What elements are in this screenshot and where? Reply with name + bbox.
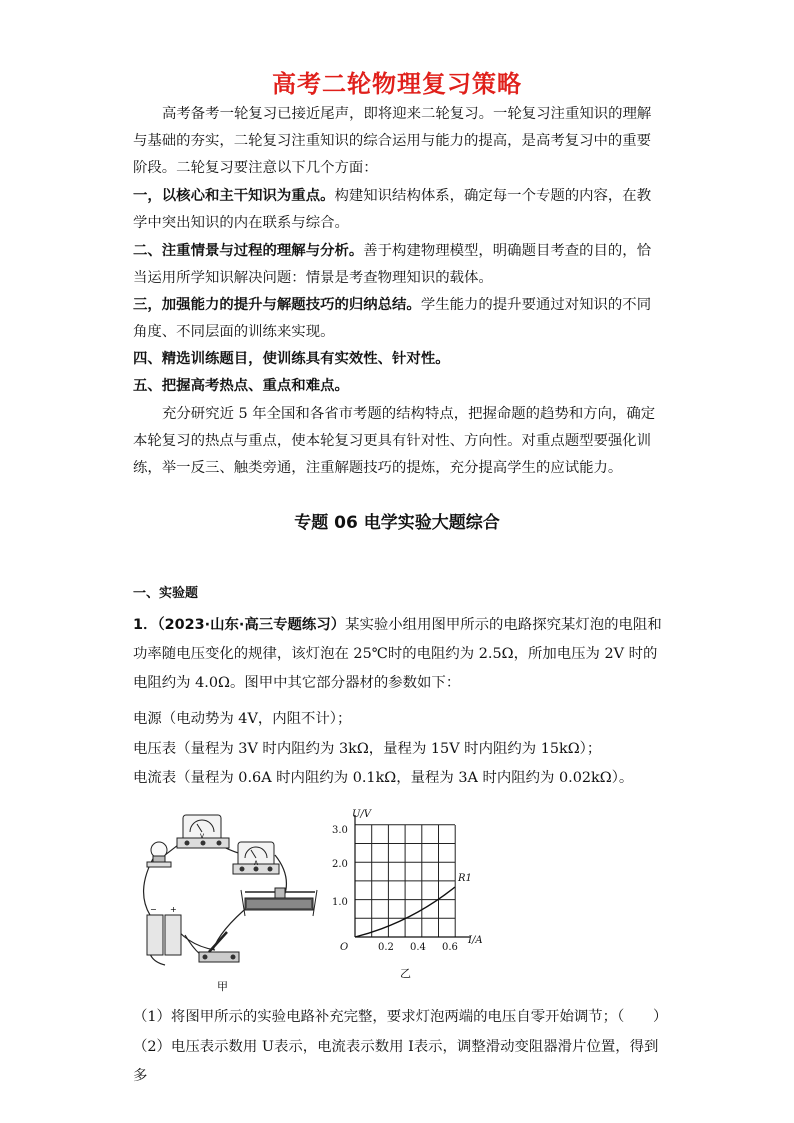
point-3	[133, 292, 663, 346]
question-text: 某实验小组用图甲所示的电路探究某灯泡的电阻和功率随电压变化的规律，该灯泡在 25℃时的电阻约为 2.5Ω，所加电压为 2V 时的电阻约为 4.0Ω。图甲中其它部分器材的参数如下：	[133, 617, 662, 691]
point-1-heading: 一，以核心和主干知识为重点。	[133, 188, 335, 204]
curve-label: R1	[458, 873, 472, 884]
section-heading: 一、实验题	[133, 586, 199, 601]
ammeter	[233, 842, 279, 874]
caption-jia: 甲	[217, 980, 228, 993]
page-title: 高考二轮物理复习策略	[272, 70, 522, 98]
caption-yi: 乙	[400, 967, 411, 980]
graph-xlabel: I/A	[468, 935, 483, 946]
point-4	[133, 346, 663, 373]
sub-question-1: （1）将图甲所示的实验电路补充完整，要求灯泡两端的电压自零开始调节；（ ）	[133, 1009, 668, 1025]
xtick-1: 0.2	[378, 942, 394, 953]
lamp-icon	[147, 842, 171, 867]
question-item-2: 电压表（量程为 3V 时内阻约为 3kΩ，量程为 15V 时内阻约为 15kΩ）；	[133, 741, 602, 757]
point-1-text: 构建知识结构体系，确定每一个专题的内容，在教学中突出知识的内在联系与综合。	[133, 188, 652, 232]
voltmeter	[177, 815, 229, 848]
point-4-heading: 四、精选训练题目，使训练具有实效性、针对性。	[133, 351, 450, 367]
graph-origin: O	[340, 942, 349, 953]
svg-text:+: +	[170, 905, 177, 914]
ammeter-label: A	[254, 860, 259, 867]
question-item-1: 电源（电动势为 4V，内阻不计）；	[133, 711, 352, 727]
sub-question-2: （2）电压表示数用 U表示，电流表示数用 I表示，调整滑动变阻器滑片位置，得到多	[133, 1039, 659, 1084]
circuit-figure	[125, 810, 345, 1010]
voltmeter-label: V	[200, 833, 205, 840]
point-5-heading: 五、把握高考热点、重点和难点。	[133, 378, 349, 394]
question-stem	[133, 611, 663, 698]
graph-ylabel: U/V	[352, 809, 372, 820]
u-i-graph	[330, 805, 483, 985]
point-2-text: 善于构建物理模型，明确题目考查的目的，恰当运用所学知识解决问题：情景是考查物理知识的载体。	[133, 243, 652, 287]
point-3-text: 学生能力的提升要通过对知识的不同角度、不同层面的训练来实现。	[133, 297, 652, 341]
ytick-1: 1.0	[332, 897, 348, 908]
topic-heading: 专题 06 电学实验大题综合	[294, 513, 500, 533]
xtick-2: 0.4	[410, 942, 426, 953]
ytick-3: 3.0	[332, 825, 348, 836]
ytick-2: 2.0	[332, 859, 348, 870]
svg-text:−: −	[150, 905, 157, 914]
switch-icon	[199, 932, 239, 962]
point-2	[133, 238, 663, 292]
point-1	[133, 183, 663, 237]
question-source: 1．（2023·山东·高三专题练习）	[133, 617, 346, 633]
rheostat	[241, 888, 317, 916]
point-5	[133, 373, 663, 400]
battery-icon	[147, 905, 181, 955]
graph-grid	[355, 825, 455, 937]
closing-paragraph: 充分研究近 5 年全国和各省市考题的结构特点，把握命题的趋势和方向，确定本轮复习的热点与重点，使本轮复习更具有针对性、方向性。对重点题型要强化训练，举一反三、触类旁通，注重解题技巧的提炼，充分提高学生的应试能力。	[133, 406, 656, 477]
point-3-heading: 三，加强能力的提升与解题技巧的归纳总结。	[133, 297, 421, 313]
xtick-3: 0.6	[442, 942, 458, 953]
point-2-heading: 二、注重情景与过程的理解与分析。	[133, 243, 364, 259]
question-item-3: 电流表（量程为 0.6A 时内阻约为 0.1kΩ，量程为 3A 时内阻约为 0.02kΩ）。	[133, 770, 634, 786]
intro-paragraph: 高考备考一轮复习已接近尾声，即将迎来二轮复习。一轮复习注重知识的理解与基础的夯实，二轮复习注重知识的综合运用与能力的提高，是高考复习中的重要阶段。二轮复习要注意以下几个方面：	[133, 106, 652, 177]
